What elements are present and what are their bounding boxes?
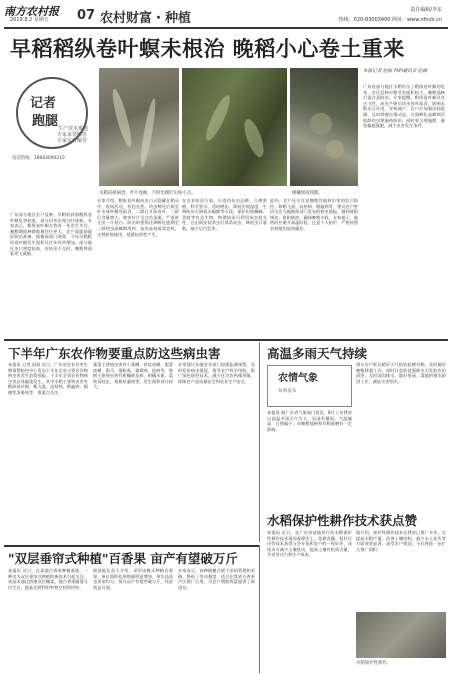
pest-headline: 下半年广东农作物要重点防这些病虫害 (8, 346, 221, 361)
weather-box-title: 农情气象 (278, 373, 318, 384)
section-title: 农村财富・种植 (100, 11, 192, 26)
byline: 本报记者 赵丽 特约通讯员 赵颖 (363, 69, 428, 74)
issue-date: 2019.8.2 星期五 (10, 17, 49, 23)
page-number: 07 (77, 8, 96, 23)
weather-body: 本报讯 据广东省气象部门消息，8月上旬我省以高温多雨天气为主，局部有暴雨。气温偏高，日照偏少，对晚稻插秧和早稻收晒有一定影响。 (267, 410, 352, 432)
weather-box-sub: 每周发布 (278, 389, 297, 394)
passionfruit-headline: "双层垂帘式种植"百香果 亩产有望破万斤 (8, 551, 238, 566)
photo-caption-left: 水稻田损病害，叶片卷曲，不时出现叶尖枯小点。 (99, 191, 196, 196)
weather-headline: 高温多雨天气持续 (267, 346, 368, 361)
section-divider (4, 339, 448, 341)
badge-sub1: 生产技术难题 (58, 126, 89, 132)
masthead (4, 2, 448, 26)
rice-photo-caption: 水稻保护性耕作。 (356, 661, 392, 666)
rice-tillage-photo (356, 612, 446, 658)
pest-column-2: 蔬菜主要病虫害有小菜蛾、斜纹夜蛾、甜菜夜蛾、蓟马、烟粉虱、霜霉病、疫病等。果树主要病虫害有柑橘黄龙病、柑橘木虱、荔枝蒂蛀虫、香蕉枯萎病等，发生面积预计较大。 (93, 362, 173, 390)
lead-column-2: 专家介绍，稻纵卷叶螟成虫白天隐藏在稻丛中，夜间活动，有趋光性。幼虫孵化后爬至叶尖或叶鞘处取食，二龄后开始卷叶，三龄后食量增大。被害叶片呈白色条斑，严重时全田一片枯白。防治时要抓住卵孵化盛期至二龄幼虫高峰期用药，选用高效低毒农药，交替轮换使用，延缓抗药性产生。 (97, 198, 179, 237)
weather-column-box (267, 365, 352, 407)
lead-headline: 早稻稻纵卷叶螟未根治 晚稻小心卷土重来 (10, 37, 405, 61)
newspaper-logo: 南方农村报 (4, 5, 59, 18)
rice-field-photo (182, 68, 287, 186)
badge-title-line1: 记者 (30, 96, 57, 111)
lead-column-1: 广东部分地区农户反映，早稻收获前稻纵卷叶螟危害较重，部分田块出现白叶现象。专家表示，稻纵卷叶螟在我省一年发生多代，晚稻期间种群数量往往更大，农户需提前做好防治准备。据植保部门调查，今年早稻稻纵卷叶螟发生面积比往年有所增加，部分地区虫口密度较高，若防治不及时，晚稻将面临更大威胁。 (10, 212, 92, 257)
badge-sub3: 专家实时解答 (57, 138, 88, 144)
rice-headline: 水稻保护性耕作技术获点赞 (267, 513, 418, 528)
header-divider (4, 27, 448, 29)
rice-leaf-photo (99, 68, 179, 186)
lead-right-column: 广东省部分地区水稻经历了稻纵卷叶螟的危害，农民反映早稻受害面积较大，晚稻插秧后需注意防治。专家提醒，稻纵卷叶螟具有迁飞性，成虫产卵后幼虫卷叶取食，影响水稻光合作用，导致减产。农户应加强田间监测，及时掌握虫情动态，在卵孵化高峰期至低龄幼虫期施药防治。同时要合理施肥，避免偏施氮肥，减少虫害发生条件。 (363, 84, 445, 129)
pest-column-1: 本报讯 记者 赵丽 近日，广东省农业有害生物预警防控中心发布下半年全省主要农作物病虫害发生趋势预报。下半年全省农作物病虫害总体偏重发生，其中水稻主要病虫害有稻纵卷叶螟、稻飞虱、纹枯病、稻瘟病、细菌性条斑病等，需重点关注。 (8, 362, 88, 395)
badge-sub2: 专家来帮解答 (57, 132, 88, 138)
lead-column-3: 在农业防治方面，应选用抗虫品种，合理密植，科学管水，适时晒田，降低田间湿度。生物防治可释放赤眼蜂等天敌，保护田间蜘蛛、青蛙等有益生物。物理防治可利用成虫趋光性，在田间安装杀虫灯诱杀成虫，降低虫口基数，减少后代危害。 (182, 198, 267, 231)
column-divider (259, 342, 260, 542)
citrus-photo (290, 68, 358, 186)
reporter-badge (10, 73, 92, 163)
badge-title-line2: 跑腿 (32, 114, 59, 129)
lead-column-4: 此外，农户还应注意晚稻其他病虫害的综合防控，如稻飞虱、纹枯病、稻瘟病等。建议农户密切关注当地植保部门发布的病虫情报，做到统防统治、联防联控，确保晚稻丰收。专家提示，施药时应避开高温时段，注意个人防护，严格按照农药使用说明操作。 (270, 198, 358, 231)
contact-line: 热线：020-83003400 网址：www.nfncb.cn (338, 17, 442, 23)
passionfruit-column-2: 据基地负责人介绍，采用该模式种植百香果，单位面积挂果数量明显增加，果实品质也更加均匀，预计亩产有望突破万斤，经济效益可观。 (93, 568, 173, 590)
rice-column-2: 据介绍，保护性耕作技术在我省已推广多年，在提高水稻产量、改善土壤结构、减少水土流失等方面效果显著，深受农户欢迎，今后将进一步扩大推广面积。 (356, 530, 446, 552)
weather-right-column: 建议农户抓住晴好天气抢收抢晒早稻，及时做好晚稻移栽工作。同时注意防范强降水引发的农田渍涝，及时清沟排水，做好果园、菜地的排水防涝工作，减轻灾害损失。 (356, 362, 446, 384)
passionfruit-column-1: 本报讯 近日，在某地百香果种植基地，一种名为双层垂帘式种植的新技术引起关注。该技术通过搭建双层棚架，使百香果藤蔓分层生长，提高光照利用率和空间利用率。 (8, 568, 88, 590)
rice-column-1: 本报讯 近日，在广东省某地举行的水稻保护性耕作技术现场观摩会上，免耕直播、秸秆还田等技术获得与会专家和农户的一致好评。该技术可减少土壤扰动，提高土壤有机质含量，节省劳动力和生产成本。 (267, 530, 352, 558)
section-divider-lower (4, 545, 259, 547)
photo-caption-right: 柑橘果成熟期。 (292, 191, 323, 196)
column-divider-lower (259, 545, 260, 673)
badge-phone: 电话热线：18664090210 (12, 156, 65, 161)
passionfruit-column-3: 专家表示，该种植模式便于田间管理和采摘，降低了劳动强度，适合在我省百香果产区推广应用，为农户增收致富提供了新途径。 (178, 568, 255, 590)
pest-column-3: 专家建议各地农业部门加强监测预警，及时发布病虫情报，指导农户科学用药，推广绿色防控技术，减少化学农药使用量，保障农产品质量安全和农业生产安全。 (178, 362, 255, 384)
editor-credit: 责任编辑/李东 (410, 7, 442, 13)
